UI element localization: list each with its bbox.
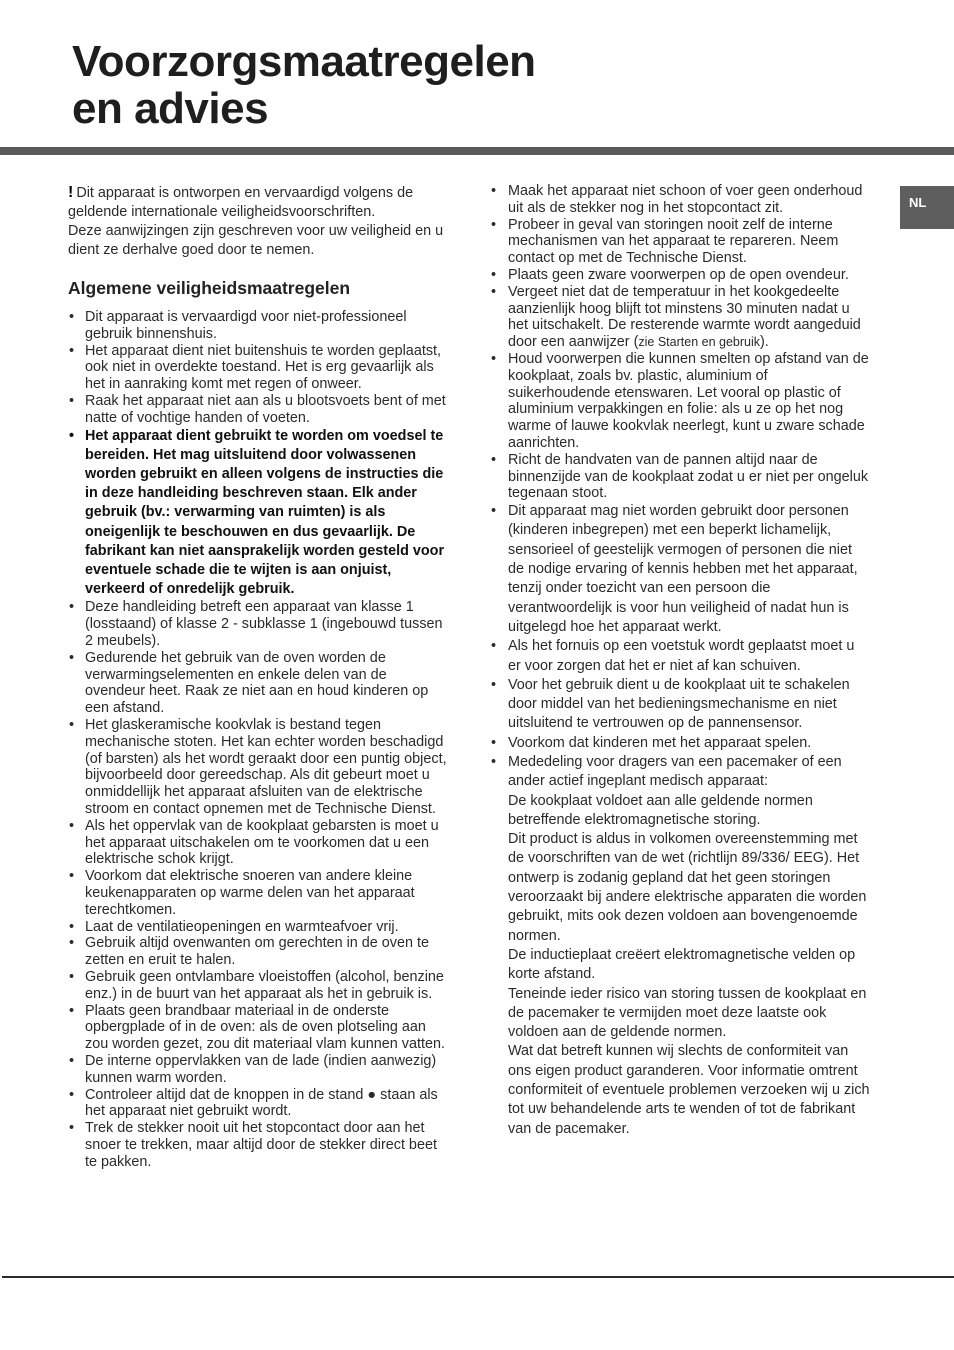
pacemaker-intro: • Mededeling voor dragers van een pacemaker of een ander actief ingeplant medisch apparaat: (508, 754, 842, 790)
list-item: • Raak het apparaat niet aan als u blootsvoets bent of met natte of vochtige handen of voeten. (68, 393, 450, 427)
list-item: • Gedurende het gebruik van de oven worden de verwarmingselementen en enkele delen van de ovendeur heet. Raak ze niet aan en houd kinderen op een afstand. (68, 650, 450, 717)
knob-text-after: staan als het apparaat niet gebruikt wordt. (85, 1086, 438, 1120)
language-tab: NL (900, 186, 954, 229)
list-item: • Probeer in geval van storingen nooit zelf de interne mechanismen van het apparaat te repareren. Neem contact op met de Technische Dienst. (490, 217, 870, 267)
list-item: • Houd voorwerpen die kunnen smelten op afstand van de kookplaat, zoals bv. plastic, aluminium of suikerhoudende etenswaren. Let vooral op plastic of aluminium verpakkingen en folie: als u ze op het nog warme of lauwe kookvlak neerlegt, kunt u zware schade aanrichten. (490, 351, 870, 452)
list-item: • Gebruik geen ontvlambare vloeistoffen (alcohol, benzine enz.) in de buurt van het apparaat als het in gebruik is. (68, 969, 450, 1003)
list-item: • Laat de ventilatieopeningen en warmteafvoer vrij. (68, 919, 450, 936)
list-item: • Richt de handvaten van de pannen altijd naar de binnenzijde van de kookplaat zodat u er niet per ongeluk tegenaan stoot. (490, 452, 870, 502)
list-item-intended-use-warning: • Het apparaat dient gebruikt te worden om voedsel te bereiden. Het mag uitsluitend door volwassenen worden gebruikt en alleen volgens de instructies die in deze handleiding beschreven staan. Elk ander gebruik (bv.: verwarming van ruimten) is als oneigenlijk te beschouwen en dus gevaarlijk. De fabrikant kan niet aansprakelijk worden gesteld voor eventuele schade die te wijten is aan onjuist, verkeerd of onredelijk gebruik. (68, 427, 450, 600)
page-title-line-1: Voorzorgsmaatregelen (72, 37, 536, 86)
list-item: • Maak het apparaat niet schoon of voer geen onderhoud uit als de stekker nog in het stopcontact zit. (490, 183, 870, 217)
pacemaker-line: Teneinde ieder risico van storing tussen de kookplaat en de pacemaker te vermijden moet deze laatste ook voldoen aan de geldende normen. (508, 985, 867, 1041)
list-item: • De interne oppervlakken van de lade (indien aanwezig) kunnen warm worden. (68, 1053, 450, 1087)
page-title-line-2: en advies (72, 84, 269, 133)
list-item: • Het apparaat dient niet buitenshuis te worden geplaatst, ook niet in overdekte toestand. Het is erg gevaarlijk als het in aanraking komt met regen of onweer. (68, 343, 450, 393)
list-item: • Gebruik altijd ovenwanten om gerechten in de oven te zetten en eruit te halen. (68, 935, 450, 969)
list-item: • Plaats geen brandbaar materiaal in de onderste opbergplade of in de oven: als de oven plotseling aan zou worden gezet, zou dit materiaal vlam kunnen vatten. (68, 1003, 450, 1053)
list-item: • Voorkom dat kinderen met het apparaat spelen. (490, 734, 870, 753)
knob-off-symbol-icon: ● (367, 1086, 377, 1103)
left-column (68, 183, 450, 1171)
list-item: • Als het fornuis op een voetstuk wordt geplaatst moet u er voor zorgen dat het er niet af kan schuiven. (490, 637, 870, 676)
list-item: • Deze handleiding betreft een apparaat van klasse 1 (losstaand) of klasse 2 - subklasse 1 (ingebouwd tussen 2 meubels). (68, 599, 450, 649)
list-item: • Als het oppervlak van de kookplaat gebarsten is moet u het apparaat uitschakelen om te voorkomen dat u een elektrische schok krijgt. (68, 818, 450, 868)
intro-paragraph-1 (68, 183, 450, 222)
header-divider (0, 147, 954, 155)
list-item: • Het glaskeramische kookvlak is bestand tegen mechanische stoten. Het kan echter worden beschadigd (of barsten) als het wordt geraakt door een puntig object, bijvoorbeeld door gereedschap. Als dit gebeurt moet u onmiddellijk het apparaat afsluiten van de elektrische stroom en contact opnemen met de Technische Dienst. (68, 717, 450, 818)
pacemaker-line: Wat dat betreft kunnen wij slechts de conformiteit van ons eigen product garanderen. Voor informatie omtrent conformiteit of eventuele problemen verzoeken wij u zich tot uw behandelende arts te wenden of tot de fabrikant van de pacemaker. (508, 1043, 870, 1137)
list-item-residual-heat (490, 284, 870, 351)
intro-paragraph-2: Deze aanwijzingen zijn geschreven voor uw veiligheid en u dient ze derhalve goed door te nemen. (68, 223, 444, 258)
list-item: • Voorkom dat elektrische snoeren van andere kleine keukenapparaten op warme delen van het apparaat terechtkomen. (68, 868, 450, 918)
list-item: • Dit apparaat is vervaardigd voor niet-professioneel gebruik binnenshuis. (68, 309, 450, 343)
residual-heat-tail: ). (760, 334, 769, 351)
section-heading: Algemene veiligheidsmaatregelen (68, 278, 351, 298)
warning-exclamation-icon: ! (68, 184, 74, 201)
list-item: • Dit apparaat mag niet worden gebruikt door personen (kinderen inbegrepen) met een beperkt lichamelijk, sensorieel of geestelijk vermogen of personen die niet de nodige ervaring of kennis hebben met het apparaat, tenzij onder toezicht van een persoon die verantwoordelijk is voor hun veiligheid of nadat hun is uitgelegd hoe het apparaat werkt. (490, 502, 870, 637)
intro-text-1: Dit apparaat is ontworpen en vervaardigd volgens de geldende internationale veiligheidsvoorschriften. (68, 185, 414, 220)
footer-divider (2, 1276, 954, 1278)
pacemaker-line: De kookplaat voldoet aan alle geldende normen betreffende elektromagnetische storing. (508, 792, 813, 828)
list-item: • Trek de stekker nooit uit het stopcontact door aan het snoer te trekken, maar altijd door de stekker direct beet te pakken. (68, 1120, 450, 1170)
right-bullet-list (490, 183, 870, 1139)
residual-heat-text: Vergeet niet dat de temperatuur in het kookgedeelte aanzienlijk hoog blijft tot minstens 30 minuten nadat u het uitschakelt. De resterende warmte wordt aangeduid door een aanwijzer ( (508, 283, 861, 351)
list-item: • Plaats geen zware voorwerpen op de open ovendeur. (490, 267, 870, 284)
knob-text-before: Controleer altijd dat de knoppen in de stand (85, 1086, 364, 1103)
intro (68, 183, 450, 260)
left-bullet-list (68, 309, 450, 1171)
cross-reference: zie Starten en gebruik (638, 335, 760, 350)
right-column (490, 183, 870, 1139)
page-title (72, 38, 536, 132)
pacemaker-line: Dit product is aldus in volkomen overeenstemming met de voorschriften van de wet (richtlijn 89/336/ EEG). Het ontwerp is zodanig gepland dat het geen storingen veroorzaakt bij andere elektrische apparaten die worden gebruikt, mits ook dezen voldoen aan bovengenoemde normen. (508, 831, 867, 944)
list-item: • Voor het gebruik dient u de kookplaat uit te schakelen door middel van het bedieningsmechanisme en niet uitsluitend te vertrouwen op de pannensensor. (490, 676, 870, 734)
list-item-pacemaker-notice (490, 753, 870, 1139)
list-item-knob-position (68, 1087, 450, 1121)
pacemaker-line: De inductieplaat creëert elektromagnetische velden op korte afstand. (508, 946, 856, 983)
